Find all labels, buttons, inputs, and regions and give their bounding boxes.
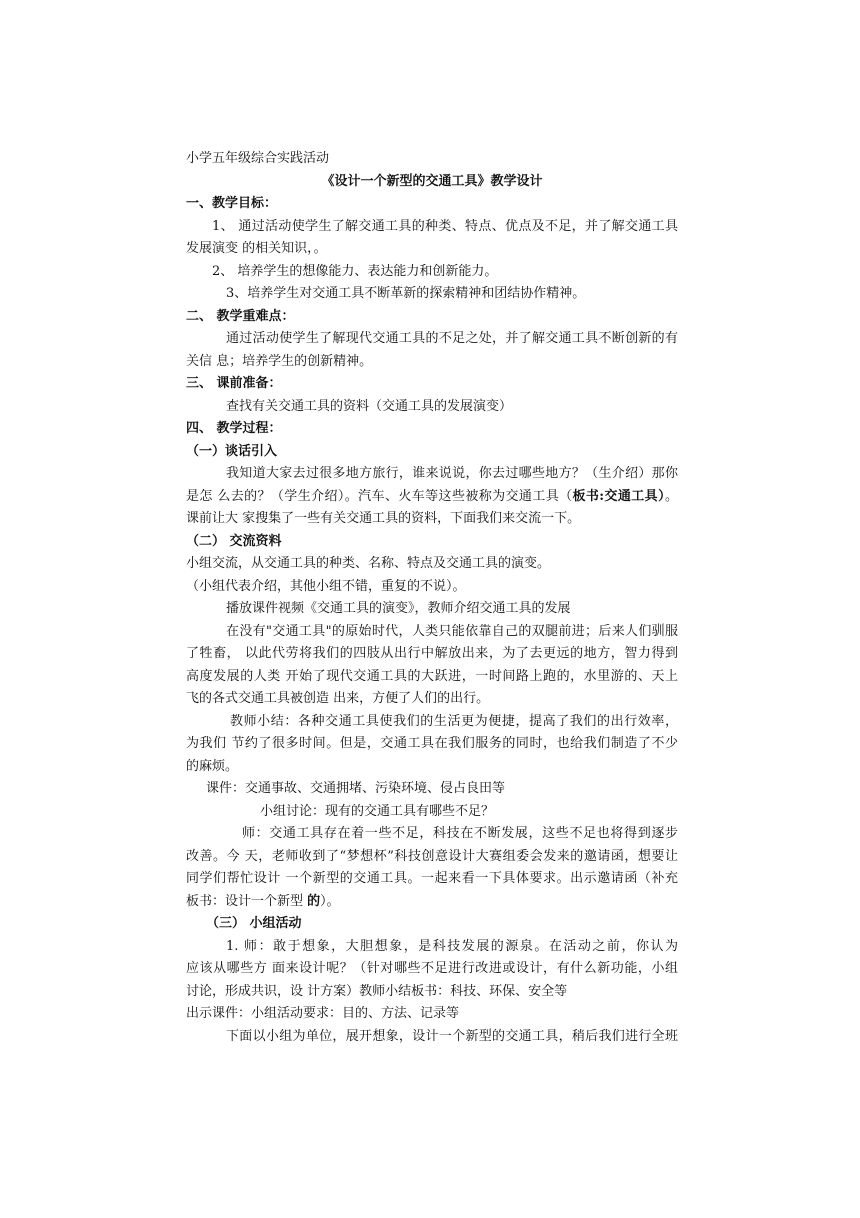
section-heading-process: 四、 教学过程： [186,421,282,436]
activity-item-1-line-1: 1. 师：敢于想象，大胆想象，是科技发展的源泉。在活动之前，你认为 [226,938,678,954]
part-1-line-1: 我知道大家去过很多地方旅行，谁来说说，你去过哪些地方？（生介绍）那你 [226,466,678,481]
teacher-speech-line-2: 改善。今 天，老师收到了“梦想杯”科技创意设计大赛组委会发来的邀请函，想要让 [186,848,678,864]
part-1-line-2 [186,486,678,509]
key-points-line-2: 关信 息；培养学生的创新精神。 [186,353,373,369]
goal-2: 2、 培养学生的想像能力、表达能力和创新能力。 [212,263,498,279]
part-2-heading: （二） 交流资料 [186,533,282,549]
teacher-speech-line-3: 同学们帮忙设计 一个新型的交通工具。一起来看一下具体要求。出示邀请函（补充 [186,871,678,886]
activity-last-line: 下面以小组为单位，展开想象，设计一个新型的交通工具，稍后我们进行全班 [226,1028,678,1044]
history-para-line-1: 在没有"交通工具"的原始时代，人类只能依靠自己的双腿前进；后来人们驯服 [226,623,678,639]
goal-1-line-2: 发展演变 的相关知识，。 [186,241,327,256]
blackboard-note-transport: 板书:交通工具） [572,488,665,504]
section-heading-preparation: 三、 课前准备： [186,376,282,391]
document-body [186,148,678,1048]
goal-1-line-1: 1、 通过活动使学生了解交通工具的种类、特点、优点及不足，并了解交通工具 [212,218,678,234]
part-2-line-3: 播放课件视频《交通工具的演变》，教师介绍交通工具的发展 [226,601,571,616]
section-heading-goals: 一、教学目标： [186,196,278,211]
document-subtitle: 小学五年级综合实践活动 [186,151,330,166]
preparation-line-1: 查找有关交通工具的资料（交通工具的发展演变） [226,398,513,414]
goal-3: 3、培养学生对交通工具不断革新的探索精神和团结协作精神。 [226,286,586,301]
group-discussion-line: 小组讨论：现有的交通工具有哪些不足？ [260,803,495,819]
part-1-line-2-end: 。 [664,488,678,504]
teacher-speech-line-4-text: 板书：设计一个新型 [186,893,308,909]
section-heading-key-points: 二、 教学重难点： [186,308,295,324]
part-2-line-1: 小组交流，从交通工具的种类、名称、特点及交通工具的演变。 [186,556,551,571]
teacher-summary-line-3: 的麻烦。 [186,758,239,774]
key-points-line-1: 通过活动使学生了解现代交通工具的不足之处，并了解交通工具不断创新的有 [226,331,678,346]
document-title: 《设计一个新型的交通工具》教学设计 [321,173,543,189]
teacher-summary-line-2: 为我们 节约了很多时间。但是，交通工具在我们服务的同时，也给我们制造了不少 [186,736,678,751]
activity-item-1-line-3: 讨论，形成共识，设 计方案）教师小结板书：科技、环保、安全等 [186,983,568,999]
teacher-speech-line-4-end: ）。 [320,893,340,909]
part-1-line-2-text: 是怎 么去的？（学生介绍）。汽车、火车等这些被称为交通工具（ [186,488,573,504]
teacher-speech-line-1: 师：交通工具存在着一些不足，科技在不断发展，这些不足也将得到逐步 [242,826,678,841]
teacher-speech-line-4 [186,891,678,914]
activity-courseware-line: 出示课件：小组活动要求：目的、方法、记录等 [186,1006,460,1021]
courseware-line: 课件：交通事故、交通拥堵、污染环境、侵占良田等 [206,781,506,796]
history-para-line-3: 高度发展的人类 开始了现代交通工具的大跃进，一时间路上跑的，水里游的、天上 [186,668,678,684]
part-1-heading: （一）谈话引入 [186,443,278,459]
teacher-summary-line-1: 教师小结：各种交通工具使我们的生活更为便捷，提高了我们的出行效率， [230,713,678,729]
activity-item-1-line-2: 应该从哪些方 面来设计呢？（针对哪些不足进行改进或设计，有什么新功能，小组 [186,961,678,976]
part-1-line-3: 课前让大 家搜集了一些有关交通工具的资料，下面我们来交流一下。 [186,511,581,526]
history-para-line-2: 了牲畜， 以此代劳将我们的四肢从出行中解放出来，为了去更远的地方，智力得到 [186,646,678,661]
part-2-line-2: （小组代表介绍，其他小组不错，重复的不说）。 [186,578,466,594]
history-para-line-4: 飞的各式交通工具被创造 出来，方便了人们的出行。 [186,691,490,706]
blackboard-note-de: 的 [307,893,321,909]
part-3-heading: （三） 小组活动 [206,916,302,931]
